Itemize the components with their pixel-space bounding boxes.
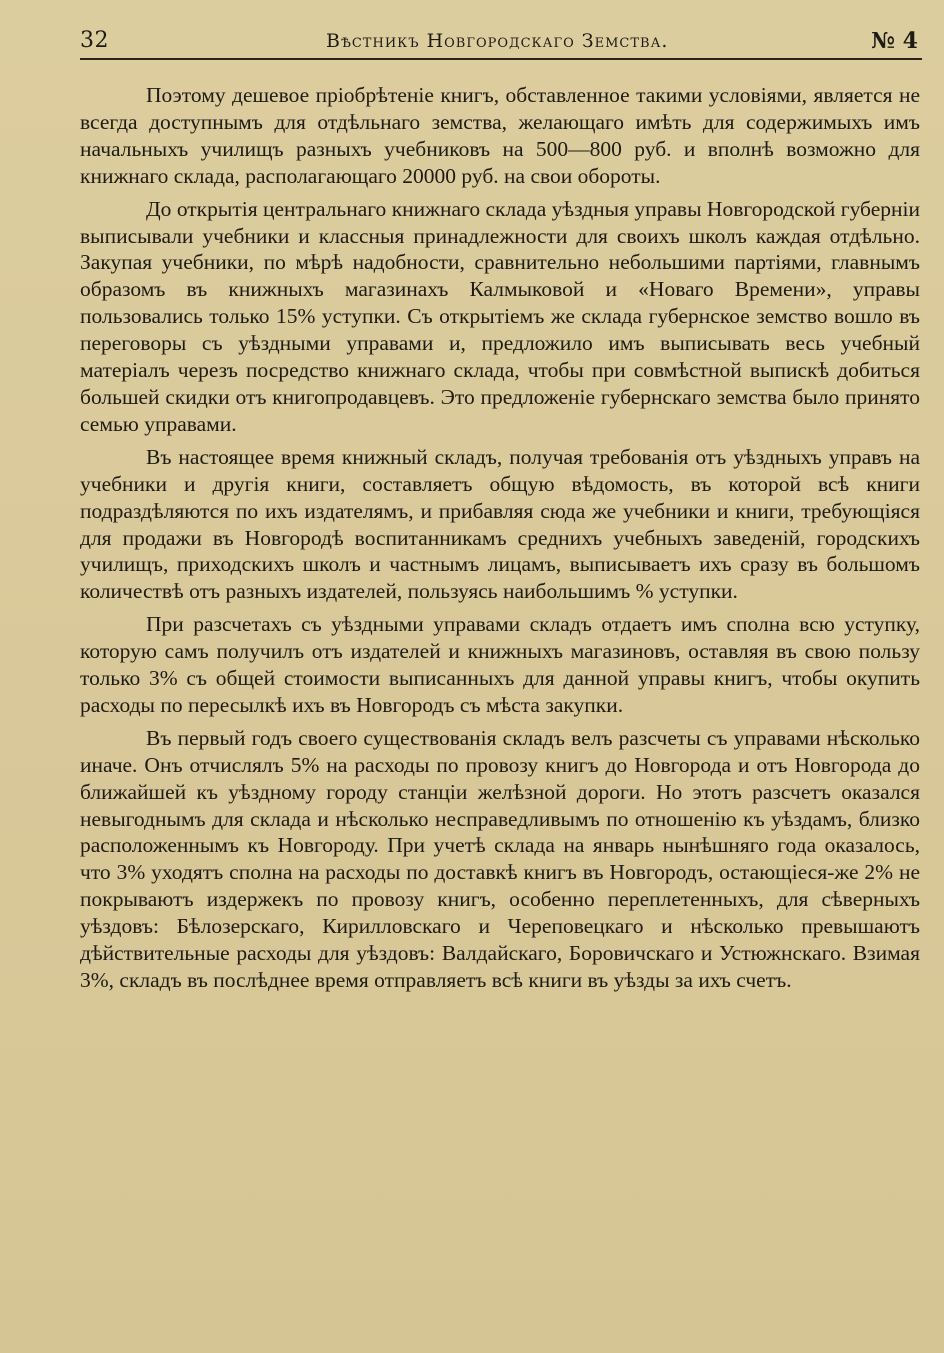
running-title: Вѣстникъ Новгородскаго Земства. [326, 30, 669, 52]
issue-number: № 4 [871, 28, 918, 54]
paragraph-1: Поэтому дешевое пріобрѣтеніе книгъ, обставленное такими условіями, является не всегда доступнымъ для отдѣльнаго земства, желающаго имѣть для содержимыхъ имъ начальныхъ училищъ разныхъ учебниковъ на 500—800 руб. и вполнѣ возможно для книжнаго склада, располагающаго 20000 руб. на свои обороты. [80, 83, 920, 188]
page-number: 32 [80, 28, 109, 53]
header-rule [80, 58, 922, 60]
paragraph-5: Въ первый годъ своего существованія складъ велъ разсчеты съ управами нѣсколько иначе. Онъ отчислялъ 5% на расходы по провозу книгъ до Новгорода и отъ Новгорода до ближайшей къ уѣздному городу станціи желѣзной дороги. Но этотъ разсчетъ оказался невыгоднымъ для склада и нѣсколько несправедливымъ по отношенію къ уѣздамъ, близко расположеннымъ къ Новгороду. При учетѣ склада на январь нынѣшняго года оказалось, что 3% уходятъ сполна на расходы по доставкѣ книгъ въ Новгородъ, остающіеся-же 2% не покрываютъ издержекъ по провозу книгъ, особенно переплетенныхъ, для сѣверныхъ уѣздовъ: Бѣлозерскаго, Кирилловскаго и Череповецкаго и нѣсколько превышаютъ дѣйствительные расходы для уѣздовъ: Валдайскаго, Боровичскаго и Устюжнскаго. Взимая 3%, складъ въ послѣднее время отправляетъ всѣ книги въ уѣзды за ихъ счетъ. [80, 725, 920, 992]
page-header [80, 28, 918, 60]
paragraph-3: Въ настоящее время книжный складъ, получая требованія отъ уѣздныхъ управъ на учебники и другія книги, составляетъ общую вѣдомость, въ которой всѣ книги подраздѣляются по ихъ издателямъ, и прибавляя сюда же учебники и книги, требующіяся для продажи въ Новгородѣ воспитанникамъ среднихъ учебныхъ заведеній, городскихъ училищъ, приходскихъ школъ и частнымъ лицамъ, выписываетъ ихъ сразу въ большомъ количествѣ отъ разныхъ издателей, пользуясь наибольшимъ % уступки. [80, 444, 920, 604]
body-text [80, 82, 920, 1000]
paragraph-2: До открытія центральнаго книжнаго склада уѣздныя управы Новгородской губерніи выписывали учебники и классныя принадлежности для своихъ школъ каждая отдѣльно. Закупая учебники, по мѣрѣ надобности, сравнительно небольшими партіями, главнымъ образомъ въ книжныхъ магазинахъ Калмыковой и «Новаго Времени», управы пользовались только 15% уступки. Съ открытіемъ же склада губернское земство вошло въ переговоры съ уѣздными управами и, предложило имъ выписывать весь учебный матеріалъ черезъ посредство книжнаго склада, чтобы при совмѣстной выпискѣ добиться большей скидки отъ книгопродавцевъ. Это предложеніе губернскаго земства было принято семью управами. [80, 196, 920, 436]
paragraph-4: При разсчетахъ съ уѣздными управами складъ отдаетъ имъ сполна всю уступку, которую самъ получилъ отъ издателей и книжныхъ магазиновъ, оставляя въ свою пользу только 3% съ общей стоимости выписанныхъ для данной управы книгъ, чтобы окупить расходы по пересылкѣ ихъ въ Новгородъ съ мѣста закупки. [80, 612, 920, 717]
